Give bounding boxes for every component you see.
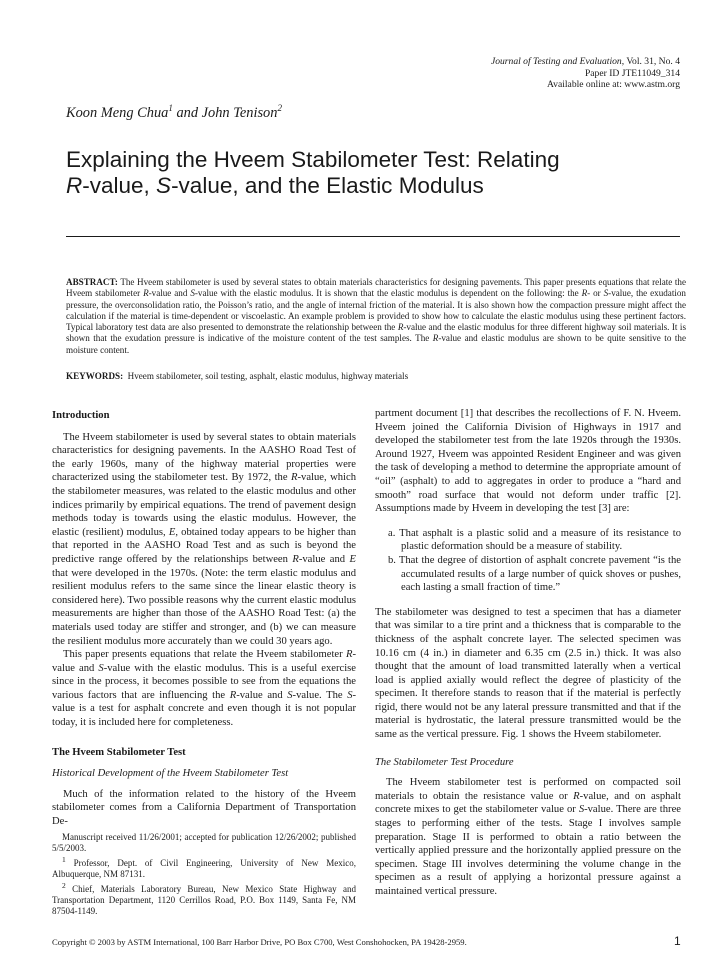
procedure-paragraph: The Hveem stabilometer test is performed on compacted soil materials to obtain the resistance value or R-value, and on asphalt concrete mixes to get the stabilometer value or S-value. There are three stages to performing either of the tests. Stage I involves sample preparation. Stage II is performed to obtain a ratio between the vertically applied pressure and the horizontally applied pressure on the specimen. Stage III involves determining the volume change in the specimen as a result of applying a horizontal pressure against a maintained vertical pressure. xyxy=(375,777,681,897)
author-line xyxy=(66,103,282,122)
title-divider xyxy=(66,236,680,237)
left-column xyxy=(52,407,356,829)
paper-id: Paper ID JTE11049_314 xyxy=(584,67,680,79)
keywords-label: KEYWORDS: xyxy=(66,371,124,381)
keywords xyxy=(66,371,686,382)
author-2-footnote-mark: 2 xyxy=(277,103,282,113)
footnote-1: $^1$ Professor, Dept. of Civil Engineering, University of New Mexico, Albuquerque, NM 87131. xyxy=(52,855,356,879)
list-item: b. That the degree of distortion of asphalt concrete pavement “is the accumulated results of a large number of quick shoves or pushes, each lasting a small fraction of time.” xyxy=(388,554,681,594)
subsection-heading-history: Historical Development of the Hveem Stabilometer Test xyxy=(52,768,289,780)
right-column xyxy=(375,407,681,899)
section-heading-hveem-test: The Hveem Stabilometer Test xyxy=(52,746,186,758)
journal-volume: Vol. 31, No. 4 xyxy=(624,56,680,67)
author-1-footnote-mark: 1 xyxy=(168,103,173,113)
manuscript-dates: Manuscript received 11/26/2001; accepted for publication 12/26/2002; published 5/5/2003. xyxy=(52,832,356,853)
specimen-paragraph: The stabilometer was designed to test a specimen that has a diameter that was similar to a tire print and a thickness that is comparable to the thickness of the asphalt concrete layer. The selected specimen was 10.16 cm (4 in.) in diameter and 6.35 cm (2.5 in.) thick. It was also thought that the amount of load transmitted laterally when a vertical load is applied axially would reflect the degree of plasticity of the specimen. It therefore stands to reason that if the material is perfectly rigid, there would not be any lateral pressure transmitted and that if the material is hydrostatic, the lateral pressure transmitted would be the same as the vertical pressure. Fig. 1 shows the Hveem stabilometer. xyxy=(375,606,681,741)
section-heading-introduction: Introduction xyxy=(52,410,110,421)
intro-paragraph-1: The Hveem stabilometer is used by several states to obtain materials characteristics for designing pavements. In the AASHO Road Test of the early 1960s, many of the highway material properties were characterized using the stabilometer test. By 1972, the R-value, which the stabilometer measures, was related to the elastic modulus and other indices primarily by empirical equations. The trend of pavement design methods today is towards using the elastic modulus. However, the elastic (resilient) modulus, E, obtained today appears to be higher than that reported in the AASHO Road Test and as such is beyond the predictive range offered by the relationships between R-value and E that were developed in the 1970s. (Note: the term elastic modulus and resilient modulus refers to the same since the linear elastic theory is considered here). Two possible reasons why the current elastic modulus measurements are higher than those of the AASHO Road Test: (a) the materials used today are stiffer and stronger, and (b) we can measure the resilient modulus more accurately than we could 30 years ago. xyxy=(52,431,357,647)
footnotes xyxy=(52,832,356,917)
online-availability: Available online at: www.astm.org xyxy=(546,79,680,90)
intro-paragraph-2: This paper presents equations that relate the Hveem stabilometer R-value and S-value with the elastic modulus. This is a useful exercise since in the process, it becomes possible to see from the equations the various factors that are influencing the R-value and S-value. The S-value is a test for asphalt concrete and even though it is not popular today, it is included here for completeness. xyxy=(52,649,357,729)
keywords-text: Hveem stabilometer, soil testing, asphalt, elastic modulus, highway materials xyxy=(123,371,409,381)
title-line-1: Explaining the Hveem Stabilometer Test: Relating xyxy=(66,147,560,172)
list-item: a. That asphalt is a plastic solid and a measure of its resistance to plastic deformation should be a measure of stability. xyxy=(388,527,681,553)
history-paragraph-continued: partment document [1] that describes the recollections of F. N. Hveem. Hveem joined the California Division of Highways in 1917 and developed the stabilometer test from the late 1920s through the 1930s. Around 1927, Hveem was appointed Resident Engineer and was given the task of developing a method to determine the appropriate amount of “oil” (asphalt) to add to aggregates in order to produce a “hard and smooth” road surface that would not deform under traffic [2]. Assumptions made by Hveem in developing the test [3] are: xyxy=(375,408,681,515)
history-paragraph: Much of the information related to the history of the Hveem stabilometer comes from a California Department of Transportation De- xyxy=(52,788,356,828)
copyright-notice: Copyright © 2003 by ASTM International, 100 Barr Harbor Drive, PO Box C700, West Conshohocken, PA 19428-2959. xyxy=(52,937,467,947)
author-2: and John Tenison xyxy=(172,104,278,121)
abstract: ABSTRACT: The Hveem stabilometer is used by several states to obtain materials characteristics for designing pavements. This paper presents equations that relate the Hveem stabilometer R-value and S-value with the elastic modulus. It is shown that the elastic modulus is dependent on the following: the R- or S-value, the exudation pressure, the overconsolidation ratio, the Poisson’s ratio, and the angle of internal friction of the material. It is also shown how the compaction pressure might affect the calculation if the material is time-dependent or viscoelastic. An example problem is provided to show how to calculate the elastic modulus using these pertinent factors. Typical laboratory test data are also presented to demonstrate the relationship between the R-value and the elastic modulus for three different highway soil materials. It is shown that the exudation pressure is indicative of the moisture content of the test samples. The R-value and elastic modulus are shown to be quite sensitive to the moisture content. xyxy=(66,277,686,355)
abstract-label: ABSTRACT: xyxy=(66,277,118,287)
journal-name: Journal of Testing and Evaluation, xyxy=(490,56,625,67)
subsection-heading-procedure: The Stabilometer Test Procedure xyxy=(375,756,514,768)
paper-title xyxy=(66,147,686,199)
title-line-2: R-value, S-value, and the Elastic Modulus xyxy=(66,173,484,198)
assumptions-list xyxy=(375,527,681,595)
author-1: Koon Meng Chua xyxy=(66,104,169,121)
journal-header xyxy=(491,56,680,91)
footnote-2: $^2$ Chief, Materials Laboratory Bureau, New Mexico State Highway and Transportation Department, 1120 Cerrillos Road, P.O. Box 1149, Santa Fe, NM 87504-1149. xyxy=(52,881,356,916)
page-number: 1 xyxy=(674,934,681,948)
